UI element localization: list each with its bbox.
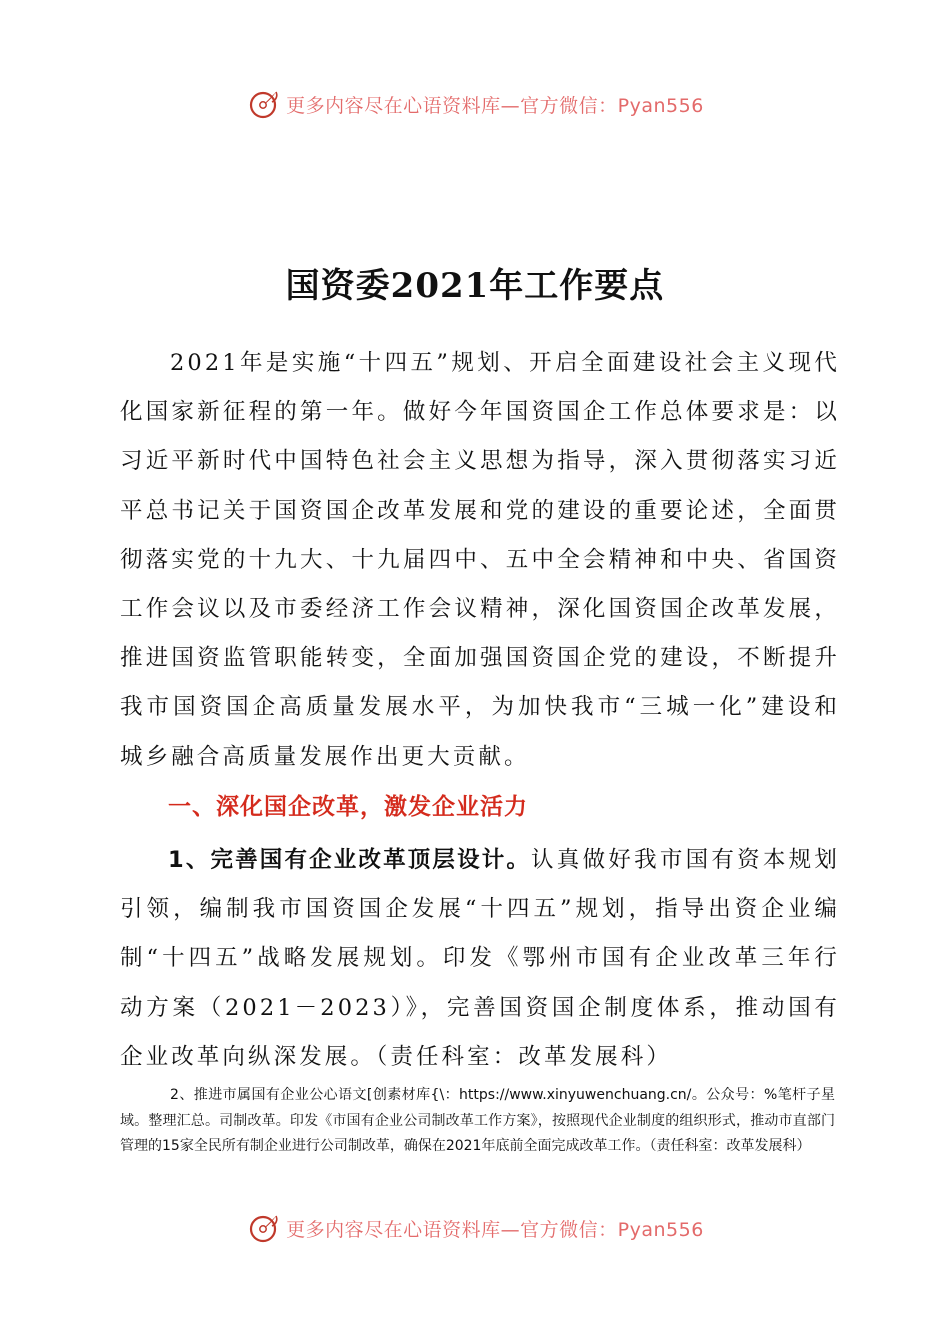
quill-logo-icon [246, 1210, 282, 1246]
banner-text: 更多内容尽在心语资料库—官方微信：Pyan556 [286, 94, 704, 117]
item-1-lead: 1、完善国有企业改革顶层设计。 [168, 847, 532, 873]
section-heading: 一、深化国企改革，激发企业活力 [168, 794, 528, 820]
document-title: 国资委2021年工作要点 [285, 266, 665, 306]
intro-paragraph: 2021年是实施“十四五”规划、开启全面建设社会主义现代化国家新征程的第一年。做好今年国资国企工作总体要求是：以习近平新时代中国特色社会主义思想为指导，深入贯彻落实习近平总书记关于国资国企改革发展和党的建设的重要论述，全面贯彻落实党的十九大、十九届四中、五中全会精神和中央、省国资工作会议以及市委经济工作会议精神，深化国资国企改革发展，推进国资监管职能转变，全面加强国资国企党的建设，不断提升我市国资国企高质量发展水平，为加快我市“三城一化”建设和城乡融合高质量发展作出更大贡献。 [120, 350, 840, 770]
footer-watermark-banner [0, 1208, 950, 1248]
item-1-body: 认真做好我市国有资本规划引领，编制我市国资国企发展“十四五”规划，指导出资企业编制“十四五”战略发展规划。印发《鄂州市国有企业改革三年行动方案（2021－2023）》，完善国资国企制度体系，推动国有企业改革向纵深发展。（责任科室：改革发展科） [120, 847, 840, 1070]
quill-logo-icon [246, 86, 282, 122]
header-watermark-banner [0, 84, 950, 124]
item-1-paragraph [120, 836, 840, 1082]
item-2-paragraph: 2、推进市属国有企业公心语文[创素材库{\：https://www.xinyuwenchuang.cn/。公众号：%笔杆子星域。整理汇总。司制改革。印发《市国有企业公司制改革工作方案》，按照现代企业制度的组织形式，推动市直部门管理的15家全民所有制企业进行公司制改革，确保在2021年底前全面完成改革工作。（责任科室：改革发展科） [120, 1087, 835, 1154]
banner-text: 更多内容尽在心语资料库—官方微信：Pyan556 [286, 1218, 704, 1241]
